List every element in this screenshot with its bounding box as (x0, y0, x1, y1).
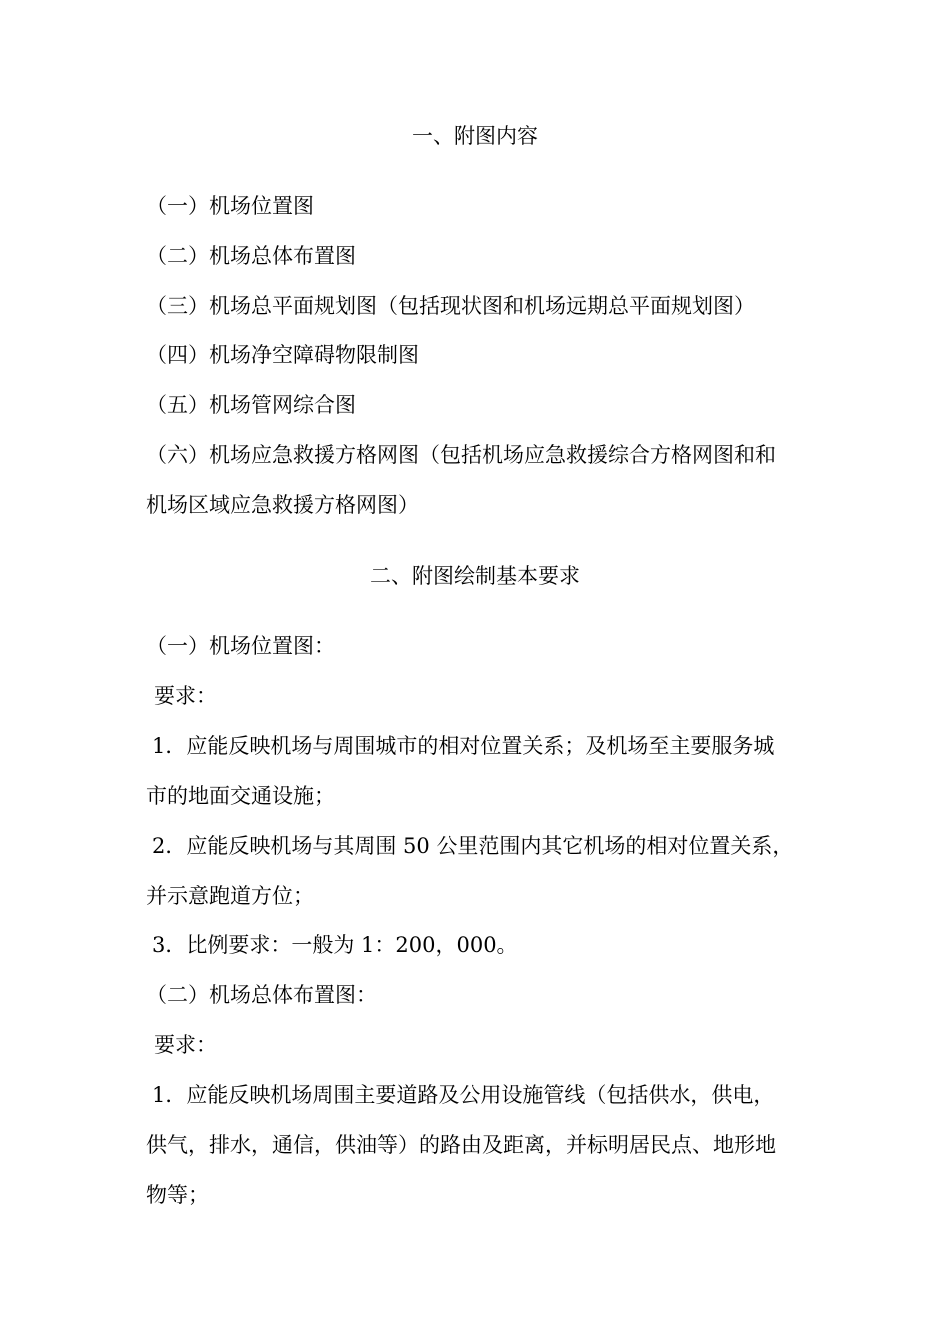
section-1-item-1: （一）机场位置图 (146, 194, 314, 218)
subsection-2-line-2: 供气，排水，通信，供油等）的路由及距离，并标明居民点、地形地 (146, 1133, 776, 1157)
section-1-item-4: （四）机场净空障碍物限制图 (146, 343, 419, 367)
section-1-item-3: （三）机场总平面规划图（包括现状图和机场远期总平面规划图） (146, 294, 755, 318)
section-1-item-5: （五）机场管网综合图 (146, 393, 356, 417)
section-1-item-6-continued: 机场区域应急救援方格网图） (146, 493, 419, 517)
subsection-1-line-4: 并示意跑道方位； (146, 884, 314, 908)
subsection-2-line-1: 1．应能反映机场周围主要道路及公用设施管线（包括供水，供电， (152, 1083, 775, 1107)
subsection-2-title: （二）机场总体布置图： (146, 983, 377, 1007)
section-1-item-2: （二）机场总体布置图 (146, 244, 356, 268)
subsection-1-line-5: 3．比例要求：一般为 1：200，000。 (152, 933, 518, 957)
subsection-1-title: （一）机场位置图： (146, 634, 335, 658)
subsection-1-line-3: 2．应能反映机场与其周围 50 公里范围内其它机场的相对位置关系， (152, 834, 794, 858)
section-1-item-6: （六）机场应急救援方格网图（包括机场应急救援综合方格网图和和 (146, 443, 776, 467)
section-1-heading: 一、附图内容 (412, 124, 538, 148)
subsection-1-line-1: 1．应能反映机场与周围城市的相对位置关系；及机场至主要服务城 (152, 734, 775, 758)
subsection-1-line-2: 市的地面交通设施； (146, 784, 335, 808)
section-2-heading: 二、附图绘制基本要求 (370, 564, 580, 588)
subsection-2-line-3: 物等； (146, 1183, 209, 1207)
subsection-2-requirements-label: 要求： (154, 1033, 217, 1057)
subsection-1-requirements-label: 要求： (154, 684, 217, 708)
